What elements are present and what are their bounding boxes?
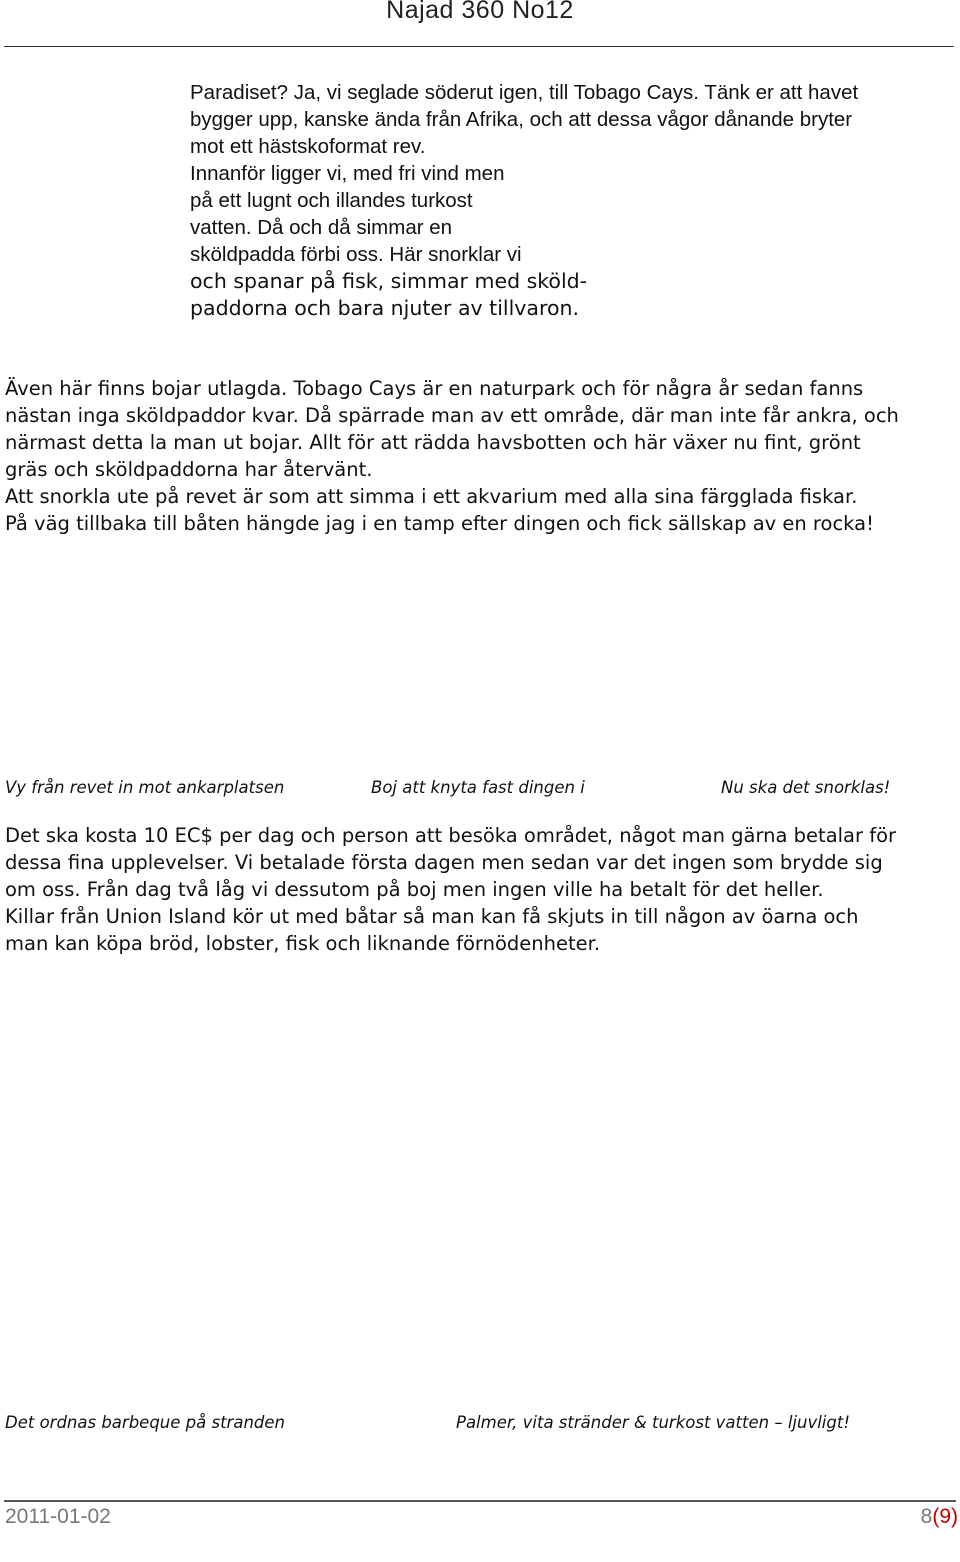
intro-line: Innanför ligger vi, med fri vind men xyxy=(190,162,505,185)
page-total: 9 xyxy=(939,1505,951,1528)
footer-date: 2011-01-02 xyxy=(5,1505,111,1528)
body-line: På väg tillbaka till båten hängde jag i en tamp efter dingen och fick sällskap av en rocka! xyxy=(5,512,874,535)
body-line: Det ska kosta 10 EC$ per dag och person att besöka området, något man gärna betalar för xyxy=(5,824,897,847)
body-line: Att snorkla ute på revet är som att simma i ett akvarium med alla sina färgglada fiskar. xyxy=(5,485,858,508)
caption-barbeque: Det ordnas barbeque på stranden xyxy=(5,1413,285,1432)
body-line: Killar från Union Island kör ut med båtar så man kan få skjuts in till någon av öarna och xyxy=(5,905,859,928)
footer-divider xyxy=(4,1500,956,1502)
page-current: 8 xyxy=(920,1505,933,1528)
intro-line: paddorna och bara njuter av tillvaron. xyxy=(190,296,580,320)
intro-line: på ett lugnt och illandes turkost xyxy=(190,189,473,212)
body-line: närmast detta la man ut bojar. Allt för att rädda havsbotten och här växer nu fint, grönt xyxy=(5,431,861,454)
intro-paragraph xyxy=(190,79,960,322)
intro-line: vatten. Då och då simmar en xyxy=(190,216,453,239)
page-header-title: Najad 360 No12 xyxy=(386,0,574,24)
intro-line: sköldpadda förbi oss. Här snorklar vi xyxy=(190,243,522,266)
body-line: nästan inga sköldpaddor kvar. Då spärrade man av ett område, där man inte får ankra, och xyxy=(5,404,899,427)
intro-line: Paradiset? Ja, vi seglade söderut igen, till Tobago Cays. Tänk er att havet xyxy=(190,81,859,104)
page-paren-open: ( xyxy=(932,1505,940,1528)
header-divider xyxy=(4,46,954,47)
intro-line: mot ett hästskoformat rev. xyxy=(190,135,426,158)
intro-line: och spanar på fisk, simmar med sköld- xyxy=(190,269,588,293)
body-line: dessa fina upplevelser. Vi betalade första dagen men sedan var det ingen som brydde sig xyxy=(5,851,883,874)
body-paragraph-bojar xyxy=(5,375,957,537)
caption-reef-view: Vy från revet in mot ankarplatsen xyxy=(5,778,285,797)
caption-palms: Palmer, vita stränder & turkost vatten – ljuvligt! xyxy=(456,1413,850,1432)
page-paren-close: ) xyxy=(951,1505,958,1528)
footer-page-number xyxy=(921,1505,958,1529)
caption-buoy: Boj att knyta fast dingen i xyxy=(371,778,585,797)
body-line: gräs och sköldpaddorna har återvänt. xyxy=(5,458,373,481)
caption-snorkel: Nu ska det snorklas! xyxy=(721,778,891,797)
body-line: Även här finns bojar utlagda. Tobago Cays är en naturpark och för några år sedan fanns xyxy=(5,377,864,400)
body-line: om oss. Från dag två låg vi dessutom på boj men ingen ville ha betalt för det heller. xyxy=(5,878,824,901)
intro-line: bygger upp, kanske ända från Afrika, och att dessa vågor dånande bryter xyxy=(190,108,853,131)
body-line: man kan köpa bröd, lobster, fisk och liknande förnödenheter. xyxy=(5,932,601,955)
body-paragraph-kostnad xyxy=(5,822,957,957)
